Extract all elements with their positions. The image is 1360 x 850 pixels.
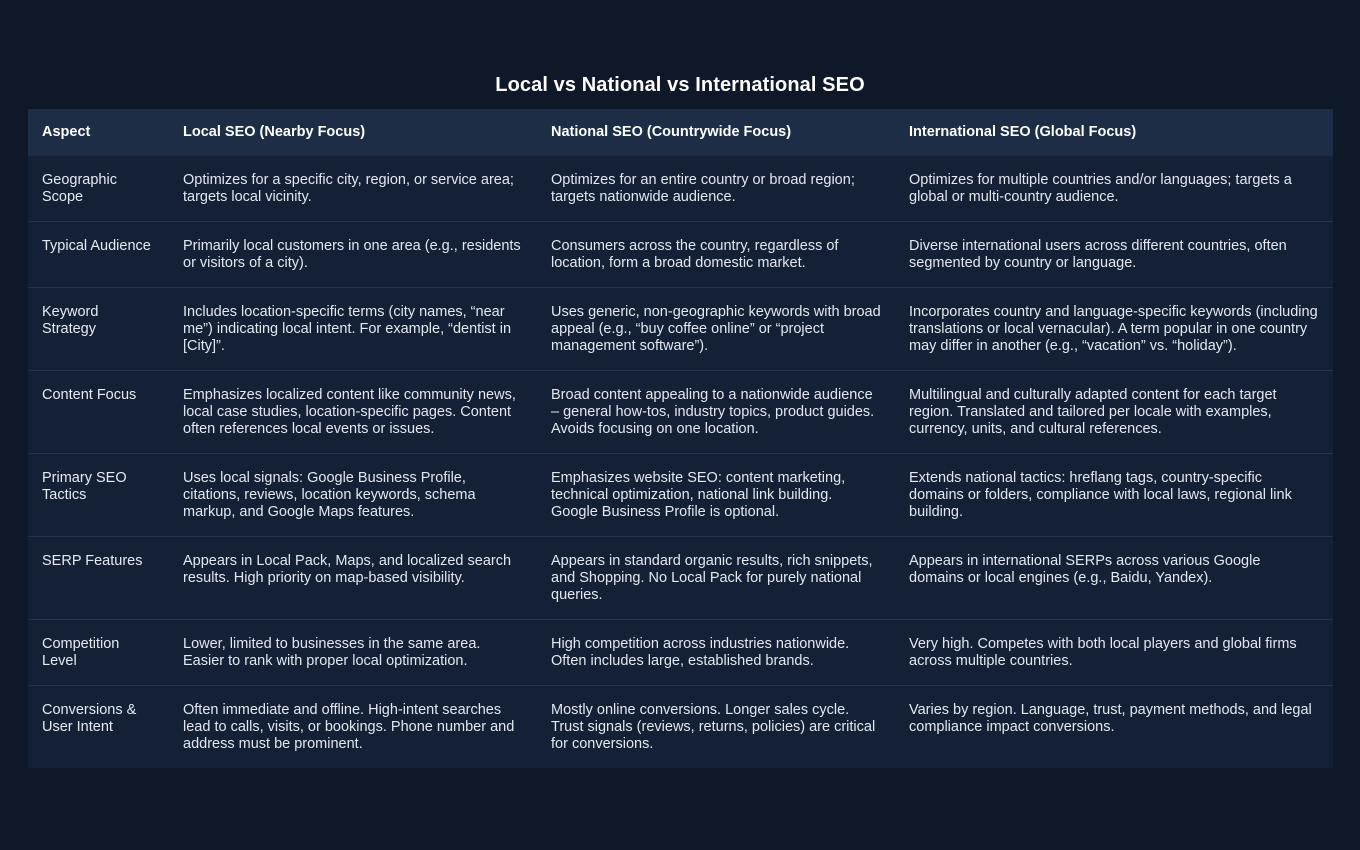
row-aspect-cell: Keyword Strategy — [28, 288, 169, 371]
table-body — [28, 156, 1333, 769]
row-aspect-cell: Conversions & User Intent — [28, 686, 169, 769]
row-aspect-cell: Content Focus — [28, 371, 169, 454]
international-seo-cell: Appears in international SERPs across various Google domains or local engines (e.g., Baidu, Yandex). — [895, 537, 1333, 620]
column-header-aspect: Aspect — [28, 109, 169, 156]
column-header-national-seo: National SEO (Countrywide Focus) — [537, 109, 895, 156]
international-seo-cell: Optimizes for multiple countries and/or languages; targets a global or multi-country audience. — [895, 156, 1333, 222]
row-aspect-cell: Primary SEO Tactics — [28, 454, 169, 537]
international-seo-cell: Multilingual and culturally adapted content for each target region. Translated and tailored per locale with examples, currency, units, and cultural references. — [895, 371, 1333, 454]
international-seo-cell: Varies by region. Language, trust, payment methods, and legal compliance impact conversions. — [895, 686, 1333, 769]
row-aspect-cell: Geographic Scope — [28, 156, 169, 222]
national-seo-cell: Uses generic, non-geographic keywords with broad appeal (e.g., “buy coffee online” or “project management software”). — [537, 288, 895, 371]
international-seo-cell: Incorporates country and language-specific keywords (including translations or local vernacular). A term popular in one country may differ in another (e.g., “vacation” vs. “holiday”). — [895, 288, 1333, 371]
local-seo-cell: Includes location-specific terms (city names, “near me”) indicating local intent. For example, “dentist in [City]”. — [169, 288, 537, 371]
national-seo-cell: Consumers across the country, regardless of location, form a broad domestic market. — [537, 222, 895, 288]
national-seo-cell: Optimizes for an entire country or broad region; targets nationwide audience. — [537, 156, 895, 222]
column-header-international-seo: International SEO (Global Focus) — [895, 109, 1333, 156]
national-seo-cell: Emphasizes website SEO: content marketing, technical optimization, national link building. Google Business Profile is optional. — [537, 454, 895, 537]
local-seo-cell: Appears in Local Pack, Maps, and localized search results. High priority on map-based visibility. — [169, 537, 537, 620]
table-header-row — [28, 109, 1333, 156]
table-row — [28, 156, 1333, 222]
national-seo-cell: Broad content appealing to a nationwide audience – general how-tos, industry topics, product guides. Avoids focusing on one location. — [537, 371, 895, 454]
national-seo-cell: Appears in standard organic results, rich snippets, and Shopping. No Local Pack for purely national queries. — [537, 537, 895, 620]
local-seo-cell: Uses local signals: Google Business Profile, citations, reviews, location keywords, schema markup, and Google Maps features. — [169, 454, 537, 537]
local-seo-cell: Primarily local customers in one area (e.g., residents or visitors of a city). — [169, 222, 537, 288]
national-seo-cell: High competition across industries nationwide. Often includes large, established brands. — [537, 620, 895, 686]
table-row — [28, 454, 1333, 537]
row-aspect-cell: SERP Features — [28, 537, 169, 620]
row-aspect-cell: Competition Level — [28, 620, 169, 686]
table-row — [28, 537, 1333, 620]
comparison-table — [28, 109, 1333, 768]
table-row — [28, 288, 1333, 371]
local-seo-cell: Lower, limited to businesses in the same area. Easier to rank with proper local optimization. — [169, 620, 537, 686]
table-row — [28, 222, 1333, 288]
column-header-local-seo: Local SEO (Nearby Focus) — [169, 109, 537, 156]
row-aspect-cell: Typical Audience — [28, 222, 169, 288]
comparison-table-container — [28, 109, 1333, 768]
table-row — [28, 620, 1333, 686]
table-row — [28, 371, 1333, 454]
table-row — [28, 686, 1333, 769]
national-seo-cell: Mostly online conversions. Longer sales cycle. Trust signals (reviews, returns, policies) are critical for conversions. — [537, 686, 895, 769]
international-seo-cell: Extends national tactics: hreflang tags, country-specific domains or folders, compliance with local laws, regional link building. — [895, 454, 1333, 537]
page-title: Local vs National vs International SEO — [495, 74, 865, 96]
local-seo-cell: Emphasizes localized content like community news, local case studies, location-specific pages. Content often references local events or issues. — [169, 371, 537, 454]
table-header — [28, 109, 1333, 156]
local-seo-cell: Optimizes for a specific city, region, or service area; targets local vicinity. — [169, 156, 537, 222]
international-seo-cell: Very high. Competes with both local players and global firms across multiple countries. — [895, 620, 1333, 686]
local-seo-cell: Often immediate and offline. High-intent searches lead to calls, visits, or bookings. Phone number and address must be prominent. — [169, 686, 537, 769]
international-seo-cell: Diverse international users across different countries, often segmented by country or language. — [895, 222, 1333, 288]
